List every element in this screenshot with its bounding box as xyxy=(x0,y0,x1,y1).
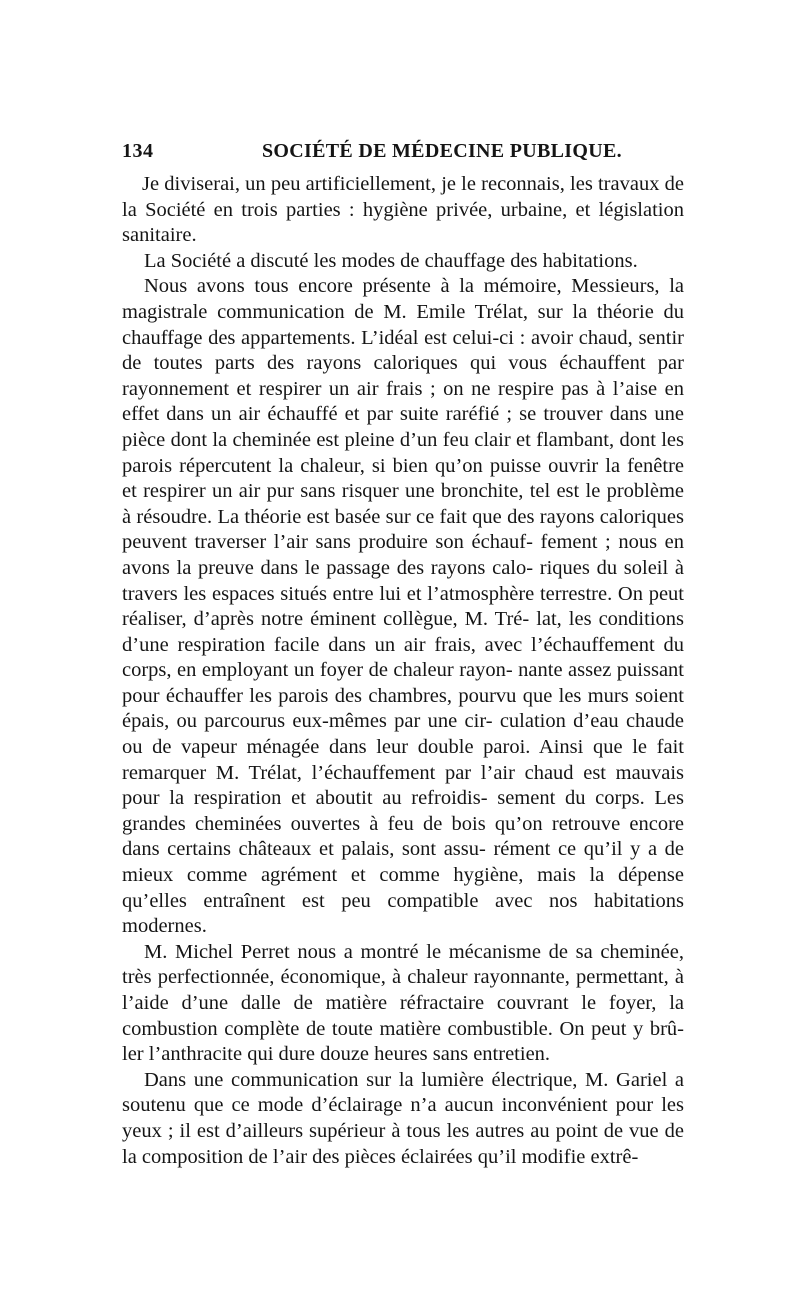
running-head xyxy=(122,140,684,170)
running-title: SOCIÉTÉ DE MÉDECINE PUBLIQUE. xyxy=(262,140,622,162)
paragraph-electric-light: Dans une communication sur la lumière électrique, M. Gariel a soutenu que ce mode d’éclairage n’a aucun inconvénient pour les yeux ; il est d’ailleurs supérieur à tous les autres au point de vue de la composition de l’air des pièces éclairées qu’il modifie extrê- xyxy=(122,1068,684,1168)
paragraph-trelat-theory: Nous avons tous encore présente à la mémoire, Messieurs, la magistrale communication de M. Emile Trélat, sur la théorie du chauffage des appartements. L’idéal est celui-ci : avoir chaud, sentir de toutes parts des rayons caloriques qui vous échauffent par rayonnement et respirer un air frais ; on ne respire pas à l’aise en effet dans un air échauffé et par suite raréfié ; se trouver dans une pièce dont la cheminée est pleine d’un feu clair et flambant, dont les parois répercutent la chaleur, si bien qu’on puisse ouvrir la fenêtre et respirer un air pur sans risquer une bronchite, tel est le problème à résoudre. La théorie est basée sur ce fait que des rayons caloriques peuvent traverser l’air sans produire son échauf- fement ; nous en avons la preuve dans le passage des rayons calo- riques du soleil à travers les espaces situés entre lui et l’atmosphère terrestre. On peut réaliser, d’après notre éminent collègue, M. Tré- lat, les conditions d’une respiration facile dans un air frais, avec l’échauffement du corps, en employant un foyer de chaleur rayon- nante assez puissant pour échauffer les parois des chambres, pourvu que les murs soient épais, ou parcourus eux-mêmes par une cir- culation d’eau chaude ou de vapeur ménagée dans leur double paroi. Ainsi que le fait remarquer M. Trélat, l’échauffement par l’air chaud est mauvais pour la respiration et aboutit au refroidis- sement du corps. Les grandes cheminées ouvertes à feu de bois qu’on retrouve encore dans certains châteaux et palais, sont assu- rément ce qu’il y a de mieux comme agrément et comme hygiène, mais la dépense qu’elles entraînent est peu compatible avec nos habitations modernes. xyxy=(122,275,684,938)
body-text xyxy=(122,172,684,1170)
page-number: 134 xyxy=(122,140,154,162)
paragraph-perret-chimney: M. Michel Perret nous a montré le mécanisme de sa cheminée, très perfectionnée, économique, à chaleur rayonnante, permettant, à l’aide d’une dalle de matière réfractaire couvrant le foyer, la combustion complète de toute matière combustible. On peut y brû- ler l’anthracite qui dure douze heures sans entretien. xyxy=(122,940,684,1066)
paragraph-heating-intro: La Société a discuté les modes de chauffage des habitations. xyxy=(144,249,638,272)
paragraph-divisions: Je diviserai, un peu artificiellement, je le reconnais, les travaux de la Société en trois parties : hygiène privée, urbaine, et législation sanitaire. xyxy=(122,173,684,247)
